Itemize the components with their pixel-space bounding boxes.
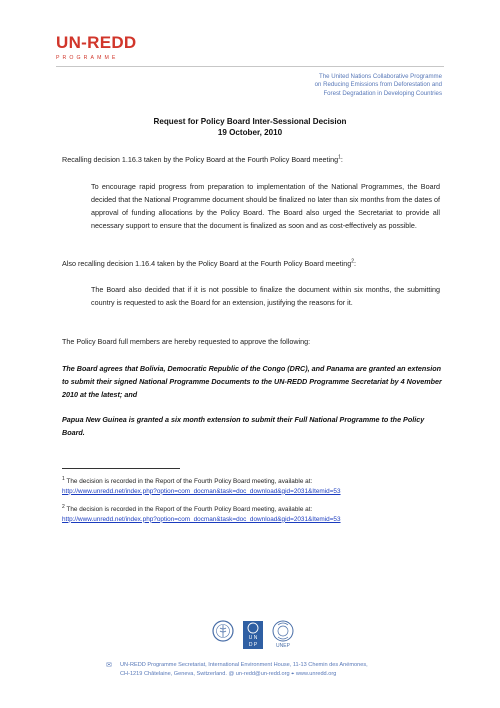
logo-title: UN-REDD xyxy=(56,33,137,52)
footnote-divider xyxy=(62,468,180,469)
logo-subtitle: PROGRAMME xyxy=(56,55,119,61)
svg-text:U N: U N xyxy=(248,635,258,641)
tagline-line: on Reducing Emissions from Deforestation and xyxy=(314,81,442,89)
recall-paragraph-2 xyxy=(62,258,442,271)
footnote-2 xyxy=(62,505,452,524)
footer-line: UN-REDD Programme Secretariat, International Environment House, 11-13 Chemin des Anémones, xyxy=(120,662,368,668)
decision-paragraph-1: The Board agrees that Bolivia, Democratic Republic of the Congo (DRC), and Panama are granted an extension to submit their signed National Programme Documents to the UN-REDD Programme Secretariat by 4 November 2010 at the latest; and xyxy=(62,364,442,399)
recall-paragraph-1 xyxy=(62,154,442,167)
footer-address xyxy=(106,661,368,680)
tagline-line: The United Nations Collaborative Programme xyxy=(319,73,442,80)
tagline-line: Forest Degradation in Developing Countries xyxy=(323,89,442,97)
recall-colon: : xyxy=(340,155,343,164)
recall-colon: : xyxy=(354,259,357,268)
footnote-number: 1 xyxy=(62,475,65,482)
footnote-ref-2[interactable]: 2 xyxy=(351,258,355,265)
fao-emblem-icon xyxy=(212,620,234,642)
approval-request: The Policy Board full members are hereby requested to approve the following: xyxy=(62,337,311,346)
decision-paragraph-2: Papua New Guinea is granted a six month extension to submit their Full National Programme to the Policy Board. xyxy=(62,415,425,437)
un-redd-logo xyxy=(56,34,136,61)
undp-logo xyxy=(242,620,264,650)
recall-text: Also recalling decision 1.16.4 taken by the Policy Board at the Fourth Policy Board meeting xyxy=(62,259,352,268)
quote-paragraph-2: The Board also decided that if it is not possible to finalize the document within six months, the submitting country is requested to ask the Board for an extension, justifying the reasons for it. xyxy=(91,285,440,307)
footnote-1 xyxy=(62,477,452,496)
document-title xyxy=(0,116,500,138)
unep-logo xyxy=(272,620,294,649)
title-date: 19 October, 2010 xyxy=(217,128,283,137)
footnote-text: The decision is recorded in the Report of the Fourth Policy Board meeting, available at: xyxy=(64,478,313,485)
undp-emblem-icon xyxy=(242,620,264,650)
recall-text: Recalling decision 1.16.3 taken by the Policy Board at the Fourth Policy Board meeting xyxy=(62,155,339,164)
footnote-text: The decision is recorded in the Report of the Fourth Policy Board meeting, available at: xyxy=(64,506,313,513)
unep-emblem-icon xyxy=(272,620,294,642)
footer-line: CH-1219 Châtelaine, Geneva, Switzerland. @ un-redd@un-redd.org ⌖ www.unredd.org xyxy=(120,671,337,678)
envelope-icon: ✉ xyxy=(106,662,112,669)
header-divider xyxy=(56,66,444,67)
title-line: Request for Policy Board Inter-Sessional Decision xyxy=(153,117,347,126)
svg-text:D P: D P xyxy=(248,642,258,648)
programme-tagline xyxy=(315,73,442,98)
footnote-ref-1[interactable]: 1 xyxy=(338,154,341,161)
footnote-link[interactable]: http://www.unredd.net/index.php?option=com_docman&task=doc_download&gid=2031&Itemid=53 xyxy=(62,515,341,523)
fao-logo xyxy=(212,620,234,642)
quote-paragraph-1: To encourage rapid progress from preparation to implementation of the National Programmes, the Board decided that the National Programme document should be finalized no later than six months from the dates of approval of funding allocations by the Policy Board. The Board also urged the Secretariat to provide all necessary support to ensure that the document is finalized as soon and as cost-effectively as possible. xyxy=(91,182,440,230)
footnote-link[interactable]: http://www.unredd.net/index.php?option=com_docman&task=doc_download&gid=2031&Itemid=53 xyxy=(62,487,341,495)
footnote-number: 2 xyxy=(62,503,65,510)
partner-logos xyxy=(212,620,294,650)
unep-label: UNEP xyxy=(276,643,290,649)
